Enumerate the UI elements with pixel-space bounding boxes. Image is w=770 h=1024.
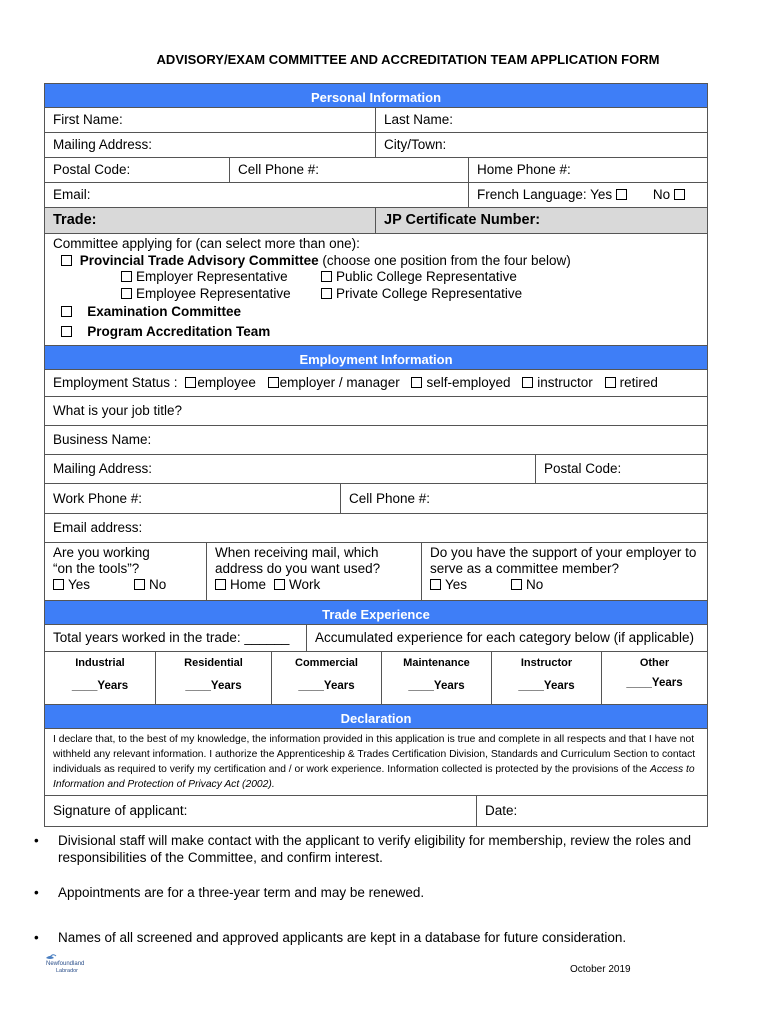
self-employed-checkbox[interactable] (411, 377, 422, 388)
bullet-item: • Names of all screened and approved applicants are kept in a database for future consideration. (34, 930, 627, 945)
exam-committee-checkbox[interactable] (61, 306, 72, 317)
home-phone-label: Home Phone #: (477, 162, 571, 177)
jp-certificate-label: JP Certificate Number: (384, 212, 541, 228)
privacy-act-reference: Access to Information and Protection of Privacy Act (2002). (53, 764, 695, 790)
support-no-checkbox[interactable] (511, 579, 522, 590)
logo-text-line-1: Newfoundland (46, 961, 85, 967)
ptac-note: (choose one position from the four below) (318, 252, 571, 268)
employment-postal-field[interactable] (536, 455, 707, 483)
personal-info-header: Personal Information (45, 84, 707, 108)
declaration-body: I declare that, to the best of my knowledge, the information provided in this application is true and complete in all respects and that I have not withheld any relevant information. I authorize the Apprenticeship & Trades Certification Division, Standards and Curriculum Section to contact individuals as required to verify my certification and / or work experience. Information collected is protected by the provisions of the (53, 734, 696, 775)
mail-home-checkbox[interactable] (215, 579, 226, 590)
employment-cell-field[interactable] (341, 484, 707, 513)
employee-checkbox[interactable] (185, 377, 196, 388)
employee-rep-label: Employee Representative (136, 285, 291, 301)
maintenance-cell[interactable] (382, 652, 492, 704)
bullet-text: Divisional staff will make contact with the applicant to verify eligibility for membership, review the roles and responsibilities of the Committee, and confirm interest. (58, 833, 692, 865)
cell-phone-label: Cell Phone #: (238, 162, 320, 177)
commercial-cell[interactable] (272, 652, 382, 704)
work-phone-field[interactable] (45, 484, 341, 513)
french-yes-checkbox[interactable] (616, 189, 627, 200)
instructor-cell[interactable] (492, 652, 602, 704)
instructor-label: instructor (537, 375, 593, 390)
retired-checkbox[interactable] (605, 377, 616, 388)
employee-rep-checkbox[interactable] (121, 288, 132, 299)
employment-status-label: Employment Status : (53, 375, 178, 390)
other-label: Other (639, 657, 670, 669)
date-label: Date: (485, 803, 518, 818)
total-years-label: Total years worked in the trade: ______ (53, 630, 290, 645)
french-no-label: No (652, 187, 671, 202)
jp-certificate-field[interactable] (376, 208, 707, 233)
mail-home-label: Home (230, 577, 267, 592)
employer-support-text-1: Do you have the support of your employer to (430, 545, 697, 560)
city-label: City/Town: (384, 137, 447, 152)
first-name-label: First Name: (53, 112, 123, 127)
industrial-cell[interactable] (45, 652, 156, 704)
employer-rep-label: Employer Representative (136, 269, 288, 284)
on-tools-no-label: No (149, 577, 167, 592)
on-tools-question (45, 543, 207, 600)
city-field[interactable] (376, 133, 707, 157)
mail-preference-text-1: When receiving mail, which (215, 545, 379, 560)
industrial-years: ____Years (71, 680, 129, 692)
public-college-label: Public College Representative (336, 269, 517, 284)
other-cell[interactable] (602, 652, 707, 704)
program-accreditation-checkbox[interactable] (61, 326, 72, 337)
instructor-checkbox[interactable] (522, 377, 533, 388)
footer-date: October 2019 (570, 964, 631, 975)
mail-work-label: Work (289, 577, 321, 592)
on-tools-yes-label: Yes (68, 577, 91, 592)
bullet-text: Names of all screened and approved applicants are kept in a database for future consideration. (58, 930, 627, 945)
on-tools-yes-checkbox[interactable] (53, 579, 64, 590)
employment-info-header: Employment Information (45, 346, 707, 370)
last-name-label: Last Name: (384, 112, 454, 127)
first-name-field[interactable] (45, 108, 376, 132)
declaration-header: Declaration (45, 705, 707, 729)
other-years: ____Years (626, 677, 683, 689)
maintenance-years: ____Years (408, 680, 465, 692)
last-name-field[interactable] (376, 108, 707, 132)
employment-mailing-field[interactable] (45, 455, 536, 483)
job-title-label: What is your job title? (53, 403, 183, 418)
on-tools-text-1: Are you working (53, 545, 150, 560)
trade-field[interactable] (45, 208, 376, 233)
on-tools-no-checkbox[interactable] (134, 579, 145, 590)
date-field[interactable] (477, 796, 707, 826)
employment-cell-label: Cell Phone #: (349, 491, 431, 506)
residential-label: Residential (184, 657, 243, 669)
ptac-label: Provincial Trade Advisory Committee (79, 252, 319, 268)
logo-text-line-2: Labrador (56, 968, 79, 974)
bullet-item: • Appointments are for a three-year term and may be renewed. (34, 885, 425, 900)
ptac-checkbox[interactable] (61, 255, 72, 266)
form-title: ADVISORY/EXAM COMMITTEE AND ACCREDITATION TEAM APPLICATION FORM (156, 52, 660, 67)
committee-intro: Committee applying for (can select more than one): (53, 236, 360, 251)
bullet-text: Appointments are for a three-year term and may be renewed. (58, 885, 425, 900)
postal-code-field[interactable] (45, 158, 230, 182)
postal-code-label: Postal Code: (53, 162, 131, 177)
job-title-field[interactable] (45, 397, 707, 425)
mailing-address-field[interactable] (45, 133, 376, 157)
instructor-exp-label: Instructor (520, 657, 573, 669)
email-field[interactable] (45, 183, 469, 207)
mail-work-checkbox[interactable] (274, 579, 285, 590)
government-logo (44, 953, 98, 975)
declaration-text (45, 729, 707, 795)
mailing-address-label: Mailing Address: (53, 137, 153, 152)
commercial-label: Commercial (295, 657, 358, 669)
support-no-label: No (526, 577, 544, 592)
work-phone-label: Work Phone #: (53, 491, 143, 506)
retired-label: retired (619, 375, 658, 390)
private-college-label: Private College Representative (336, 285, 523, 301)
accumulated-experience-label: Accumulated experience for each category below (if applicable) (315, 630, 694, 645)
business-name-field[interactable] (45, 426, 707, 454)
self-employed-label: self-employed (426, 375, 511, 390)
signature-label: Signature of applicant: (53, 803, 188, 818)
trade-label: Trade: (53, 212, 97, 228)
employer-manager-checkbox[interactable] (268, 377, 279, 388)
employer-support-question (422, 543, 707, 600)
commercial-years: ____Years (298, 680, 355, 692)
total-years-field[interactable] (45, 625, 307, 651)
support-yes-label: Yes (445, 577, 468, 592)
employment-mailing-label: Mailing Address: (53, 461, 153, 476)
instructor-years: ____Years (518, 680, 575, 692)
bullet-item: • Divisional staff will make contact with the applicant to verify eligibility for membership, review the roles and responsibilities of the Committee, and confirm interest. (34, 833, 692, 865)
home-phone-field[interactable] (469, 158, 707, 182)
employer-rep-checkbox[interactable] (121, 271, 132, 282)
on-tools-text-2: “on the tools”? (53, 561, 140, 576)
email-address-field[interactable] (45, 514, 707, 542)
mail-preference-question (207, 543, 422, 600)
business-name-label: Business Name: (53, 432, 152, 447)
mail-preference-text-2: address do you want used? (215, 561, 381, 576)
employer-support-text-2: serve as a committee member? (430, 561, 620, 576)
signature-field[interactable] (45, 796, 477, 826)
email-label: Email: (53, 187, 91, 202)
exam-committee-label: Examination Committee (87, 304, 242, 319)
residential-years: ____Years (185, 680, 242, 692)
french-yes-label: French Language: Yes (477, 187, 613, 202)
information-bullets (30, 832, 720, 962)
residential-cell[interactable] (156, 652, 272, 704)
email-address-label: Email address: (53, 520, 143, 535)
application-form (44, 83, 708, 827)
support-yes-checkbox[interactable] (430, 579, 441, 590)
industrial-label: Industrial (75, 657, 125, 669)
trade-experience-header: Trade Experience (45, 601, 707, 625)
program-accreditation-label: Program Accreditation Team (87, 323, 271, 339)
committee-section (45, 234, 707, 345)
french-no-checkbox[interactable] (674, 189, 685, 200)
maintenance-label: Maintenance (403, 657, 470, 669)
french-language-field (469, 183, 707, 207)
employer-manager-label: employer / manager (279, 375, 400, 390)
experience-categories (45, 652, 707, 705)
employment-status-row (45, 370, 707, 396)
private-college-checkbox[interactable] (321, 288, 332, 299)
employment-postal-label: Postal Code: (544, 461, 622, 476)
employee-label: employee (197, 375, 256, 390)
cell-phone-field[interactable] (230, 158, 469, 182)
public-college-checkbox[interactable] (321, 271, 332, 282)
